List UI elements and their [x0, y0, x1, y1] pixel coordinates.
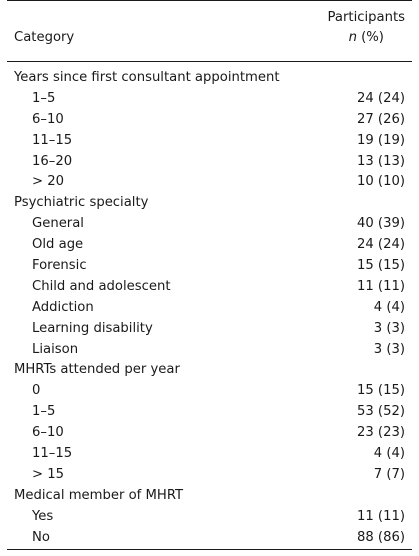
table-row — [0, 131, 419, 152]
row-value: 11 (11) — [356, 508, 405, 524]
group-header-row — [0, 360, 419, 381]
group-label: Psychiatric specialty — [14, 195, 149, 211]
table-row — [0, 298, 419, 319]
row-value: 40 (39) — [356, 216, 405, 232]
row-label: General — [32, 216, 84, 232]
row-label: 11–15 — [32, 132, 73, 148]
row-label: Old age — [32, 237, 84, 253]
row-value: 23 (23) — [356, 425, 405, 441]
row-label: 16–20 — [32, 153, 73, 169]
group-header-row — [0, 193, 419, 214]
row-value: 4 (4) — [373, 446, 405, 462]
row-label: 6–10 — [32, 111, 64, 127]
table-row — [0, 319, 419, 340]
row-value: 15 (15) — [356, 258, 405, 274]
header-participants-label: Participants — [327, 10, 405, 25]
group-label: Medical member of MHRT — [14, 487, 184, 503]
row-value: 53 (52) — [356, 404, 405, 420]
table-row — [0, 110, 419, 131]
row-value: 11 (11) — [356, 278, 405, 294]
header-category: Category — [14, 30, 75, 45]
table-row — [0, 214, 419, 235]
row-value: 15 (15) — [356, 383, 405, 399]
group-header-row — [0, 68, 419, 89]
row-label: > 15 — [32, 466, 65, 482]
row-value: 19 (19) — [356, 132, 405, 148]
row-value: 88 (86) — [356, 529, 405, 545]
row-label: 1–5 — [32, 404, 56, 420]
table-row — [0, 465, 419, 486]
table-body — [0, 68, 419, 548]
row-label: 6–10 — [32, 425, 64, 441]
row-label: 0 — [32, 383, 41, 399]
group-header-row — [0, 486, 419, 507]
row-value: 3 (3) — [373, 341, 405, 357]
table-row — [0, 172, 419, 193]
table-row — [0, 277, 419, 298]
row-label: No — [32, 529, 50, 545]
row-label: 1–5 — [32, 90, 56, 106]
row-label: Forensic — [32, 258, 87, 274]
group-label: Years since first consultant appointment — [14, 70, 280, 85]
row-value: 27 (26) — [356, 111, 405, 127]
row-label: 11–15 — [32, 446, 73, 462]
row-value: 4 (4) — [373, 299, 405, 315]
row-value: 7 (7) — [373, 466, 405, 482]
header-participants-unit — [328, 28, 405, 48]
row-value: 13 (13) — [356, 153, 405, 169]
table-row — [0, 381, 419, 402]
table-row — [0, 89, 419, 110]
table-row — [0, 340, 419, 361]
table-row — [0, 256, 419, 277]
row-label: Learning disability — [32, 320, 153, 336]
row-value: 24 (24) — [356, 90, 405, 106]
group-label: MHRTs attended per year — [14, 362, 180, 378]
table-row — [0, 423, 419, 444]
table-row — [0, 444, 419, 465]
row-value: 10 (10) — [356, 174, 405, 190]
table-row — [0, 152, 419, 173]
row-label: Addiction — [32, 299, 94, 315]
header-participants — [328, 8, 405, 48]
table-header-rule — [7, 61, 412, 62]
row-label: Yes — [32, 508, 54, 524]
header-n: n — [348, 30, 357, 45]
row-label: Liaison — [32, 341, 79, 357]
table-top-rule — [7, 0, 412, 1]
table-row — [0, 235, 419, 256]
table-row — [0, 507, 419, 528]
row-label: > 20 — [32, 174, 65, 190]
table-bottom-rule — [7, 549, 412, 550]
table-row — [0, 528, 419, 549]
row-value: 3 (3) — [373, 320, 405, 336]
table-row — [0, 402, 419, 423]
row-label: Child and adolescent — [32, 278, 171, 294]
header-pct: (%) — [356, 30, 384, 45]
row-value: 24 (24) — [356, 237, 405, 253]
